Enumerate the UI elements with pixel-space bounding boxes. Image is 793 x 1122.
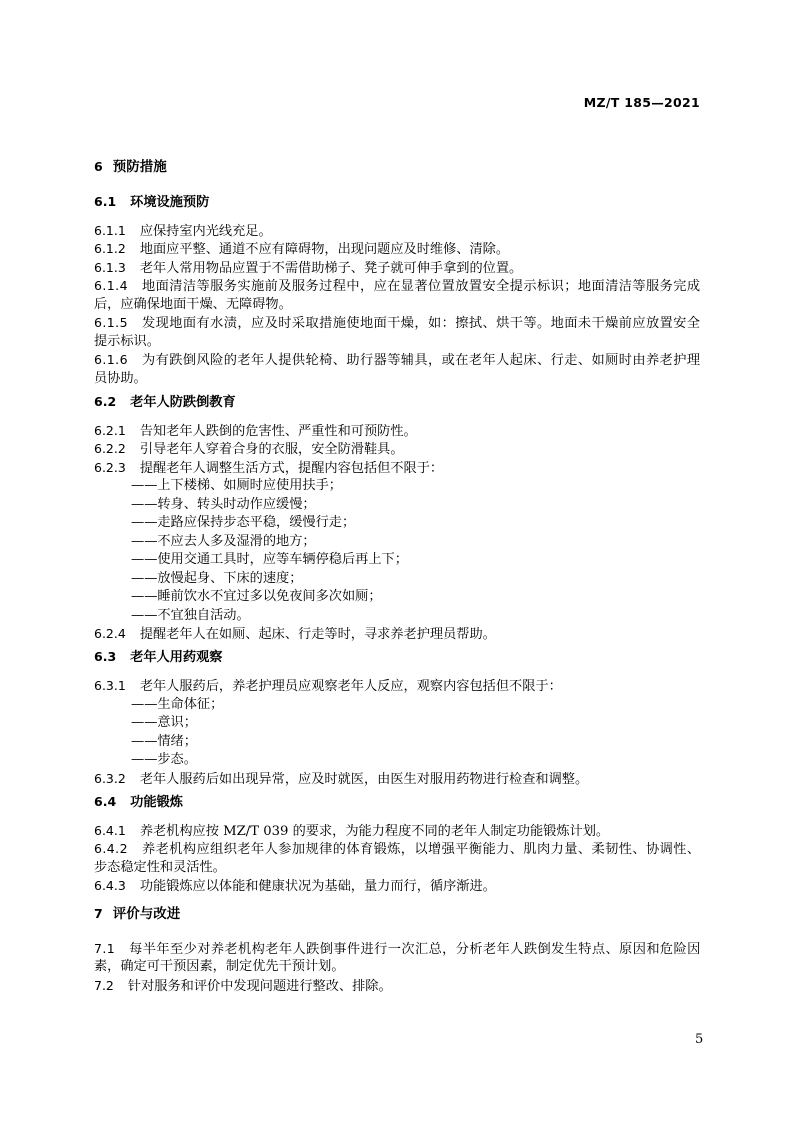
list-item [131, 733, 197, 751]
clause-number: 6.3.1 [94, 678, 126, 693]
clause-number: 6.2.3 [94, 460, 126, 475]
clause-number: 6.1 [94, 194, 117, 209]
clause-number: 6.1.4 [94, 278, 128, 293]
clause-number: 6.4 [94, 794, 117, 809]
subsection-heading [94, 648, 222, 667]
clause [94, 277, 701, 296]
clause-text: ——意识； [131, 715, 197, 730]
clause-number: 6.4.3 [94, 878, 126, 893]
clause-text: 功能锻炼 [130, 795, 183, 810]
list-item [131, 477, 342, 495]
clause-number: 6.2.4 [94, 626, 126, 641]
clause-number: 6.1.1 [94, 223, 126, 238]
clause-text: ——不应去人多及湿滑的地方； [131, 534, 316, 549]
clause-number: 6.1.5 [94, 315, 128, 330]
clause-text: 后，应确保地面干燥、无障碍物。 [94, 297, 292, 312]
clause [94, 977, 392, 996]
clause [94, 840, 701, 859]
list-item [131, 551, 408, 569]
clause-text: 素，确定可干预因素，制定优先干预计划。 [94, 959, 345, 974]
clause-text: 养老机构应组织老年人参加规律的体育锻炼，以增强平衡能力、肌肉力量、柔韧性、协调性、 [141, 842, 701, 857]
clause-text: ——睡前饮水不宜过多以免夜间多次如厕； [131, 589, 382, 604]
clause-text: 引导老年人穿着合身的衣服，安全防滑鞋具。 [139, 442, 404, 457]
clause-text: 老年人防跌倒教育 [130, 395, 236, 410]
clause-text: ——情绪； [131, 734, 197, 749]
clause-text: 老年人用药观察 [130, 650, 223, 665]
clause-text: ——上下楼梯、如厕时应使用扶手； [131, 478, 342, 493]
clause-text: ——使用交通工具时，应等车辆停稳后再上下； [131, 552, 408, 567]
clause-text: 提示标识。 [94, 334, 160, 349]
list-item [131, 514, 355, 532]
subsection-heading [94, 193, 209, 212]
clause-text: 地面清洁等服务实施前及服务过程中，应在显著位置放置安全提示标识；地面清洁等服务完成 [141, 279, 701, 294]
list-item [131, 588, 382, 606]
list-item [131, 696, 223, 714]
clause [94, 677, 562, 696]
clause-continuation [94, 859, 226, 877]
clause-text: 针对服务和评价中发现问题进行整改、排除。 [127, 979, 392, 994]
clause-text: 每半年至少对养老机构老年人跌倒事件进行一次汇总，分析老年人跌倒发生特点、原因和危险因 [129, 942, 701, 957]
clause-number: 6 [94, 159, 103, 174]
clause [94, 351, 701, 370]
clause-text: 应保持室内光线充足。 [139, 224, 272, 239]
clause [94, 440, 404, 459]
list-item [131, 570, 302, 588]
clause-text: ——不宜独自活动。 [131, 608, 250, 623]
list-item [131, 496, 316, 514]
clause-number: 6.4.1 [94, 823, 126, 838]
clause-text: ——转身、转头时动作应缓慢； [131, 497, 316, 512]
page-number: 5 [695, 1032, 704, 1047]
clause-text: 发现地面有水渍，应及时采取措施使地面干燥，如：擦拭、烘干等。地面未干燥前应放置安全 [141, 316, 701, 331]
clause [94, 422, 417, 441]
list-item [131, 714, 197, 732]
clause-text: 老年人服药后，养老护理员应观察老年人反应，观察内容包括但不限于： [139, 679, 562, 694]
clause-number: 7.2 [94, 978, 114, 993]
clause [94, 240, 509, 259]
clause-text: 老年人常用物品应置于不需借助梯子、凳子就可伸手拿到的位置。 [139, 261, 523, 276]
clause-text: 提醒老年人调整生活方式，提醒内容包括但不限于： [139, 461, 444, 476]
clause [94, 940, 701, 959]
document-header: MZ/T 185—2021 [583, 95, 700, 110]
section-heading [94, 158, 167, 176]
clause-text: 预防措施 [112, 159, 167, 175]
clause-number: 7 [94, 906, 103, 921]
clause-number: 6.4.2 [94, 841, 128, 856]
clause-continuation [94, 333, 160, 351]
clause-number: 6.2 [94, 394, 117, 409]
clause [94, 822, 609, 841]
clause-text: ——走路应保持步态平稳，缓慢行走； [131, 515, 356, 530]
clause-text: 提醒老年人在如厕、起床、行走等时，寻求养老护理员帮助。 [139, 627, 496, 642]
list-item [131, 607, 250, 625]
clause [94, 314, 701, 333]
clause [94, 770, 588, 789]
clause [94, 625, 496, 644]
list-item [131, 751, 197, 769]
clause-text: 地面应平整、通道不应有障碍物，出现问题应及时维修、清除。 [139, 242, 510, 257]
clause-text: ——生命体征； [131, 697, 224, 712]
clause-continuation [94, 370, 147, 388]
clause [94, 222, 272, 241]
clause-number: 6.2.1 [94, 423, 126, 438]
clause-number: 6.1.6 [94, 352, 128, 367]
clause-text: 评价与改进 [112, 906, 181, 922]
clause-text: 为有跌倒风险的老年人提供轮椅、助行器等辅具，或在老年人起床、行走、如厕时由养老护理 [141, 353, 701, 368]
clause-number: 6.1.3 [94, 260, 126, 275]
clause-continuation [94, 958, 345, 976]
clause-number: 7.1 [94, 941, 116, 956]
clause-text: 功能锻炼应以体能和健康状况为基础，量力而行，循序渐进。 [139, 879, 496, 894]
section-heading [94, 905, 180, 923]
clause [94, 459, 443, 478]
clause-number: 6.1.2 [94, 241, 126, 256]
clause-number: 6.3.2 [94, 771, 126, 786]
clause-text: 养老机构应按 MZ/T 039 的要求，为能力程度不同的老年人制定功能锻炼计划。 [139, 824, 610, 839]
clause-text: 步态稳定性和灵活性。 [94, 860, 226, 875]
clause-text: 环境设施预防 [130, 195, 210, 210]
clause-text: 告知老年人跌倒的危害性、严重性和可预防性。 [139, 424, 417, 439]
clause-text: 老年人服药后如出现异常，应及时就医，由医生对服用药物进行检查和调整。 [139, 772, 589, 787]
clause [94, 877, 496, 896]
clause-text: ——放慢起身、下床的速度； [131, 571, 303, 586]
clause-text: 员协助。 [94, 371, 147, 386]
clause-number: 6.3 [94, 649, 117, 664]
clause-number: 6.2.2 [94, 441, 126, 456]
subsection-heading [94, 793, 183, 812]
clause-continuation [94, 296, 292, 314]
clause [94, 259, 522, 278]
clause-text: ——步态。 [131, 752, 197, 767]
subsection-heading [94, 393, 236, 412]
list-item [131, 533, 316, 551]
